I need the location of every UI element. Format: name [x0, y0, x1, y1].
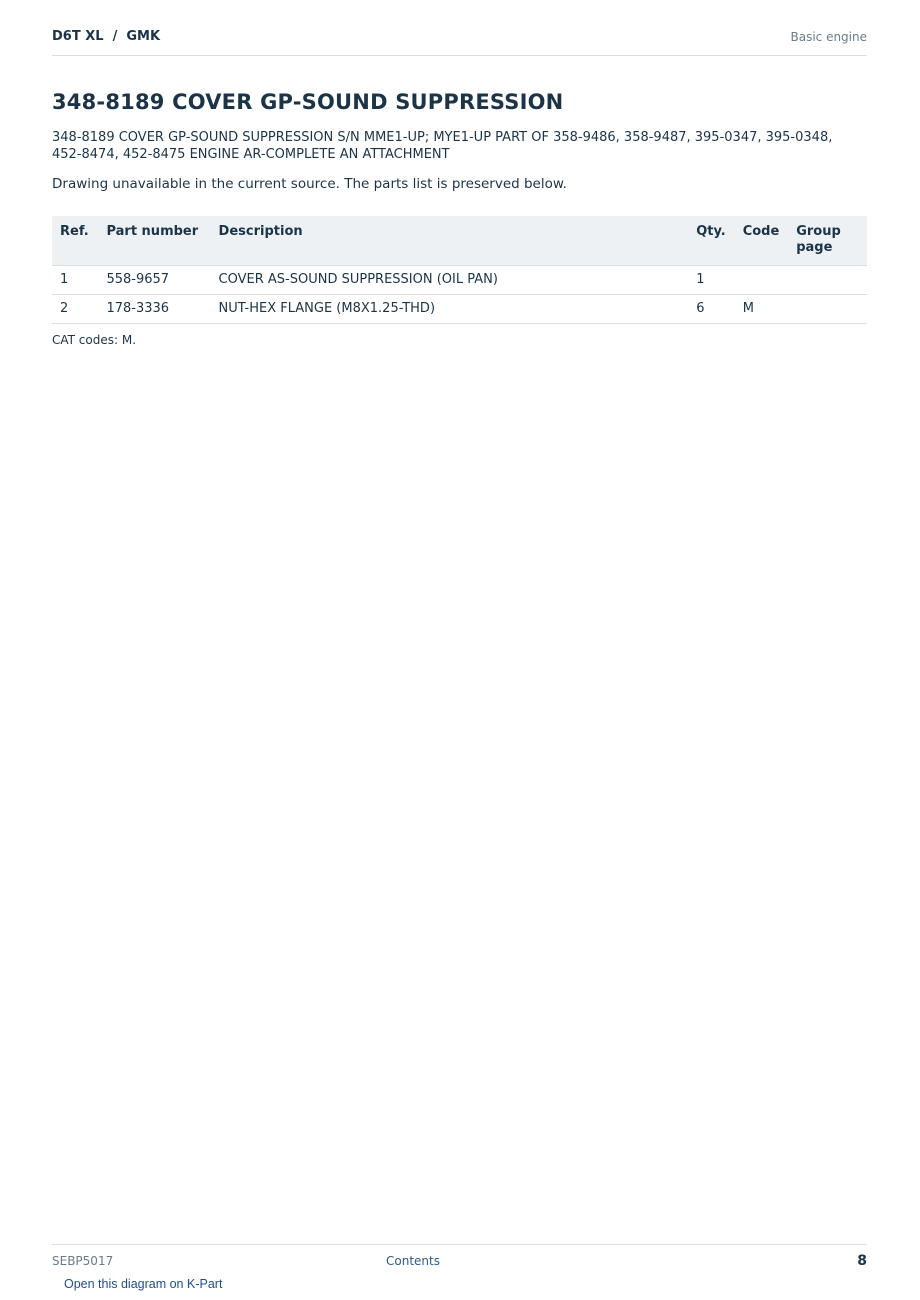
- col-qty-header: Qty.: [688, 216, 734, 266]
- part-number-cell: 558-9657: [98, 266, 210, 295]
- cat-codes-note: CAT codes: M.: [52, 333, 137, 347]
- qty-cell: 6: [688, 295, 734, 324]
- part-number-cell: 178-3336: [98, 295, 210, 324]
- group-page-cell: [788, 295, 867, 324]
- code-cell: M: [735, 295, 789, 324]
- col-ref-header: Ref.: [52, 216, 98, 266]
- col-group-page-header: Group page: [788, 216, 867, 266]
- code-cell: [735, 266, 789, 295]
- col-code-header: Code: [735, 216, 789, 266]
- description-cell: NUT-HEX FLANGE (M8X1.25-THD): [211, 295, 689, 324]
- section-label: Basic engine: [790, 30, 867, 44]
- model-label: D6T XL / GMK: [52, 29, 161, 44]
- ref-cell: 1: [52, 266, 98, 295]
- table-row: [52, 266, 867, 295]
- parts-table: [52, 216, 867, 324]
- drawing-note: Drawing unavailable in the current source. The parts list is preserved below.: [52, 176, 567, 192]
- kpart-diagram-link[interactable]: Open this diagram on K-Part: [64, 1277, 223, 1291]
- col-description-header: Description: [211, 216, 689, 266]
- page-header: [52, 28, 867, 56]
- page-title: 348-8189 COVER GP-SOUND SUPPRESSION: [52, 90, 564, 114]
- description-cell: COVER AS-SOUND SUPPRESSION (OIL PAN): [211, 266, 689, 295]
- document-code: SEBP5017: [52, 1254, 114, 1268]
- qty-cell: 1: [688, 266, 734, 295]
- table-row: [52, 295, 867, 324]
- page-number: 8: [857, 1253, 867, 1269]
- group-description: 348-8189 COVER GP-SOUND SUPPRESSION S/N MME1-UP; MYE1-UP PART OF 358-9486, 358-9487, 395-0347, 395-0348, 452-8474, 452-8475 ENGINE AR-COMPLETE AN ATTACHMENT: [52, 130, 833, 162]
- table-header-row: [52, 216, 867, 266]
- col-part-number-header: Part number: [98, 216, 210, 266]
- group-page-cell: [788, 266, 867, 295]
- ref-cell: 2: [52, 295, 98, 324]
- contents-link[interactable]: Contents: [386, 1254, 440, 1268]
- page-footer: [52, 1244, 867, 1275]
